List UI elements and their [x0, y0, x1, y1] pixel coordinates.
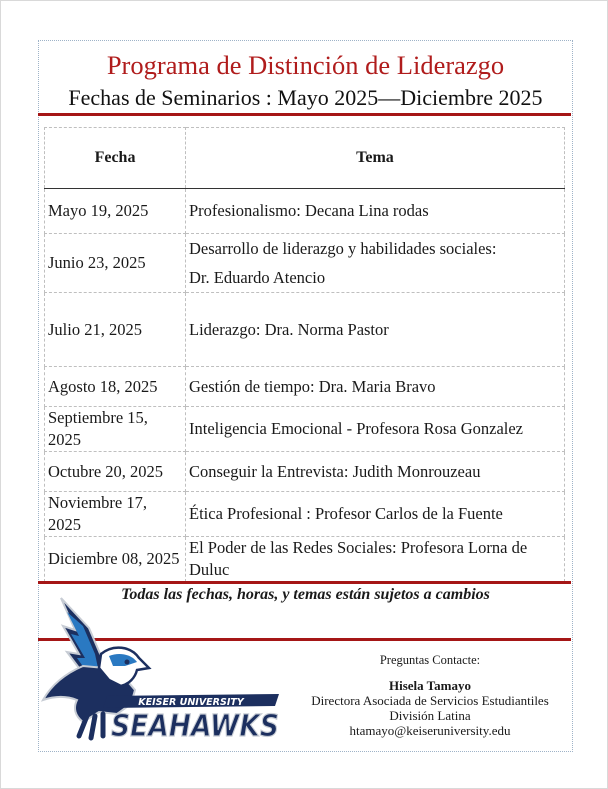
page-subtitle: Fechas de Seminarios : Mayo 2025—Diciembre 2025 — [68, 85, 543, 110]
date-cell: Julio 21, 2025 — [45, 293, 186, 367]
table-row — [45, 492, 565, 537]
topic-cell: Inteligencia Emocional - Profesora Rosa Gonzalez — [186, 407, 565, 452]
contact-name: Hisela Tamayo — [389, 678, 471, 693]
date-cell: Mayo 19, 2025 — [45, 189, 186, 234]
table-row — [45, 407, 565, 452]
table-header-row — [45, 128, 565, 189]
table-row — [45, 189, 565, 234]
contact-title: Directora Asociada de Servicios Estudiantiles — [311, 693, 549, 708]
date-cell: Junio 23, 2025 — [45, 234, 186, 293]
page-title: Programa de Distinción de Liderazgo — [106, 50, 505, 80]
contact-prompt: Preguntas Contacte: — [379, 653, 481, 667]
table-row — [45, 234, 565, 293]
topic-cell: Liderazgo: Dra. Norma Pastor — [186, 293, 565, 367]
column-header-tema: Tema — [186, 128, 565, 189]
topic-cell: Gestión de tiempo: Dra. Maria Bravo — [186, 367, 565, 407]
contact-block — [297, 653, 563, 738]
date-cell: Octubre 20, 2025 — [45, 452, 186, 492]
logo-team-text: SEAHAWKS — [111, 709, 279, 744]
topic-line: Desarrollo de liderazgo y habilidades sociales: — [189, 239, 497, 258]
divider-top — [38, 113, 571, 116]
table-row — [45, 452, 565, 492]
seahawks-logo — [39, 596, 287, 746]
table-row — [45, 293, 565, 367]
topic-cell: Conseguir la Entrevista: Judith Monrouzeau — [186, 452, 565, 492]
date-cell: Noviembre 17, 2025 — [45, 492, 186, 537]
contact-division: División Latina — [389, 708, 471, 723]
date-cell: Agosto 18, 2025 — [45, 367, 186, 407]
topic-cell: El Poder de las Redes Sociales: Profesora Lorna de Duluc — [186, 537, 565, 582]
topic-line: Dr. Eduardo Atencio — [189, 268, 326, 287]
table-row — [45, 367, 565, 407]
topic-cell: Profesionalismo: Decana Lina rodas — [186, 189, 565, 234]
topic-cell: Ética Profesional : Profesor Carlos de la Fuente — [186, 492, 565, 537]
contact-email[interactable]: htamayo@keiseruniversity.edu — [349, 723, 511, 738]
table-row — [45, 537, 565, 582]
change-notice: Todas las fechas, horas, y temas están sujetos a cambios — [121, 586, 490, 603]
date-cell: Diciembre 08, 2025 — [45, 537, 186, 582]
date-cell: Septiembre 15, 2025 — [45, 407, 186, 452]
seminar-schedule-table — [44, 127, 565, 582]
topic-cell — [186, 234, 565, 293]
logo-university-text: KEISER UNIVERSITY — [138, 697, 244, 708]
column-header-fecha: Fecha — [45, 128, 186, 189]
divider-middle — [38, 581, 571, 584]
